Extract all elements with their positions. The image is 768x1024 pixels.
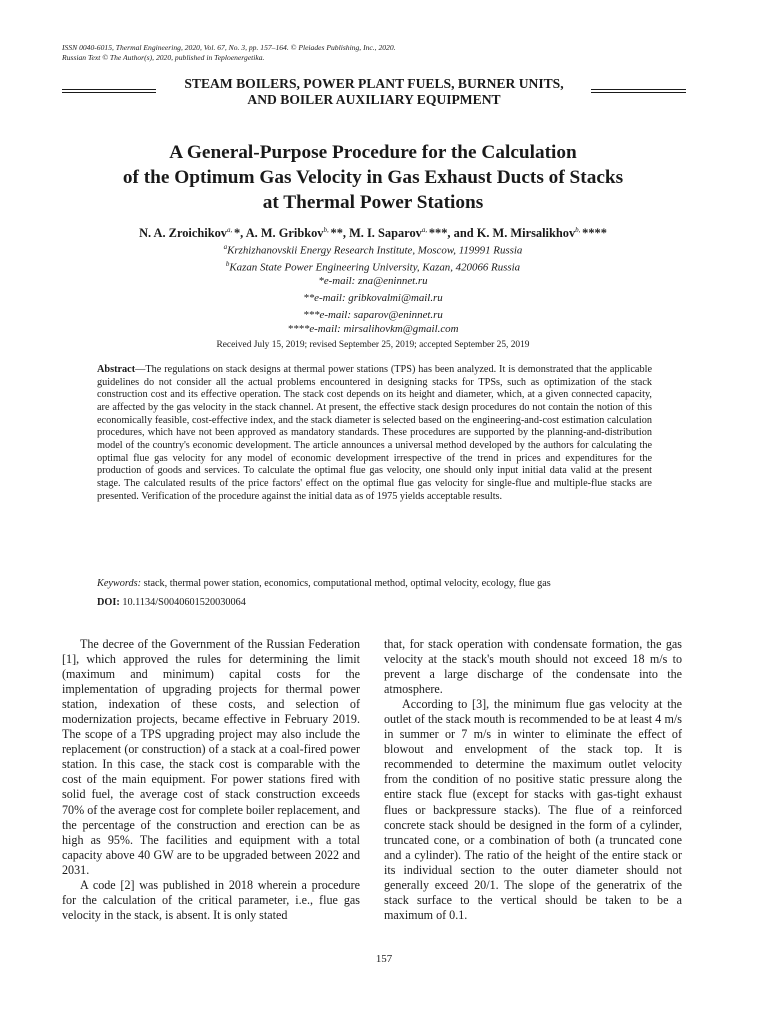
doi-label: DOI:: [97, 597, 120, 608]
body-column-left: [62, 637, 360, 923]
author-email-mark: **,: [330, 226, 350, 241]
affiliation-text: Kazan State Power Engineering University, Kazan, 420066 Russia: [229, 261, 521, 274]
affiliation-text: Krzhizhanovskii Energy Research Institute, Moscow, 119991 Russia: [227, 244, 523, 257]
doi-value: 10.1134/S0040601520030064: [119, 597, 246, 608]
body-paragraph: The decree of the Government of the Russian Federation [1], which approved the rules for determining the limit (maximum and minimum) capital costs for the implementation of upgrading projects for thermal power station, indexation of these costs, and selection of modernization projects, became effective in February 2019. The scope of a TPS upgrading project may also include the replacement (or construction) of a stack at a coal-fired power station. In this case, the stack cost is comparable with the cost of the main equipment. For power stations fired with solid fuel, the average cost of stack construction exceeds 70% of the average cost for complete boiler replacement, and the percentage of the construction and erection can be as high as 95%. The facilities and equipment with a total capacity above 40 GW are to be upgraded between 2022 and 2031.: [62, 637, 360, 877]
author-name: K. M. Mirsalikhov: [476, 226, 576, 241]
email-4: ****e-mail: mirsalihovkm@gmail.com: [287, 323, 459, 335]
issn-header: [62, 43, 396, 63]
affiliation-mark: a: [223, 243, 228, 251]
author-affil-mark: a,: [226, 226, 234, 234]
keywords-label: Keywords:: [97, 578, 142, 589]
title-line3: at Thermal Power Stations: [262, 192, 484, 213]
page-number: 157: [375, 953, 393, 965]
email-2: **e-mail: gribkovalmi@mail.ru: [303, 292, 443, 304]
keywords: [97, 578, 657, 591]
abstract-label: Abstract: [97, 364, 136, 375]
email-1: *e-mail: zna@eninnet.ru: [318, 275, 428, 287]
author-list: [62, 222, 684, 241]
section-heading-line1: STEAM BOILERS, POWER PLANT FUELS, BURNER UNITS,: [184, 76, 564, 91]
title-line1: A General-Purpose Procedure for the Calculation: [169, 142, 577, 163]
author-email-mark: ****: [582, 226, 607, 241]
article-title: [62, 140, 684, 215]
author-name: M. I. Saparov: [349, 226, 422, 241]
author-email-mark: ***, and: [428, 226, 477, 241]
body-column-right: [384, 637, 682, 923]
section-heading-line2: AND BOILER AUXILIARY EQUIPMENT: [247, 92, 501, 107]
abstract: [97, 364, 652, 503]
author-affil-mark: a,: [421, 226, 429, 234]
body-paragraph: According to [3], the minimum flue gas velocity at the outlet of the stack mouth is recommended to be at least 4 m/s in summer or 7 m/s in winter to eliminate the effect of blowout and envelopment of the stack top. It is recommended to determine the maximum outlet velocity from the condition of no positive static pressure along the entire stack flue (except for stacks with gas-tight exhaust flues or backpressure stacks). The flue of a reinforced concrete stack should be designed in the form of a cylinder, truncated cone, or a combination of both (a truncated cone and a cylinder). The ratio of the height of the entire stack or its individual section to the outer diameter should not generally exceed 20/1. The slope of the generatrix of the stack surface to the vertical should be taken to be a maximum of 0.1.: [384, 697, 682, 922]
issn-line: ISSN 0040-6015, Thermal Engineering, 2020, Vol. 67, No. 3, pp. 157–164. © Pleiades Publishing, Inc., 2020.: [62, 43, 396, 52]
author-affil-mark: b,: [323, 226, 331, 234]
received-dates: Received July 15, 2019; revised September 25, 2019; accepted September 25, 2019: [216, 340, 530, 350]
email-3: ***e-mail: saparov@eninnet.ru: [303, 309, 443, 321]
abstract-text: —The regulations on stack designs at thermal power stations (TPS) has been analyzed. It is demonstrated that the applicable guidelines do not consider all the actual problems encountered in designing stacks for TPSs, such as optimization of the stack construction cost and its effective operation. The stack cost depends on its height and diameter, which, at a given connected capacity, are affected by the gas velocity in the stack channel. At present, the effective stack design procedures do not contain the notion of this economically feasible, cost-effective index, and the stack diameter is selected based on the engineering-and-cost estimation calculation procedures, which have not been approved as mandatory standards. These procedures are supported by the planning-and-distribution model of the country's economic development. The article announces a universal method developed by the authors for calculating the optimal flue gas velocity for any model of economic development irrespective of the trend in prices and expenditures for the production of goods and services. To calculate the optimal flue gas velocity, one should only input initial data valid at the present stage. The calculated results of the price factors' effect on the optimal flue gas velocity for single-flue and multiple-flue stacks are presented. Verification of the procedure against the initial data as of 1975 yields acceptable results.: [97, 364, 652, 502]
russian-text-line: Russian Text © The Author(s), 2020, published in Teploenergetika.: [62, 53, 265, 62]
author-affil-mark: b,: [575, 226, 583, 234]
affiliation-b: [62, 257, 684, 275]
keywords-text: stack, thermal power station, economics, computational method, optimal velocity, ecology, flue gas: [141, 578, 551, 589]
section-heading: [62, 76, 686, 108]
title-line2: of the Optimum Gas Velocity in Gas Exhaust Ducts of Stacks: [122, 167, 624, 188]
affiliation-mark: b: [225, 260, 230, 268]
doi: [97, 597, 246, 610]
affiliation-a: [62, 240, 684, 258]
author-name: N. A. Zroichikov: [139, 226, 227, 241]
author-email-mark: *,: [233, 226, 246, 241]
body-paragraph: A code [2] was published in 2018 wherein a procedure for the calculation of the critical parameter, i.e., flue gas velocity in the stack, is absent. It is only stated: [62, 877, 360, 922]
body-paragraph: that, for stack operation with condensate formation, the gas velocity at the stack's mouth should not exceed 18 m/s to prevent a large discharge of the condensate into the atmosphere.: [384, 637, 682, 697]
author-name: A. M. Gribkov: [245, 226, 324, 241]
